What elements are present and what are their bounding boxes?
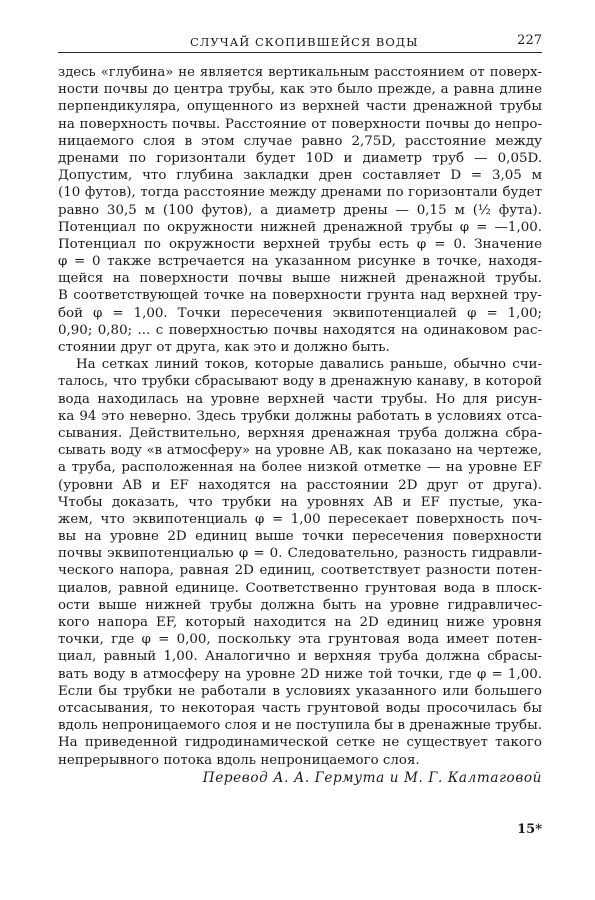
text-line: жем, что эквипотенциаль φ = 1,00 пересекает поверхность поч- <box>58 511 542 527</box>
text-line: циалов, равной единице. Соответственно грунтовая вода в плоск- <box>58 580 542 596</box>
text-line: (уровни AB и EF находятся на расстоянии 2D друг от друга). <box>58 477 542 493</box>
text-line: щейся на поверхности почвы выше нижней дренажной трубы. <box>58 271 542 287</box>
translator-credit: Перевод А. А. Гермута и М. Г. Калтаговой <box>202 770 542 786</box>
text-line: равно 30,5 м (100 футов), а диаметр дрены — 0,15 м (½ фута). <box>58 202 542 218</box>
text-line: Если бы трубки не работали в условиях указанного или большего <box>58 683 542 699</box>
signature-mark: 15* <box>517 822 542 837</box>
text-line: талось, что трубки сбрасывают воду в дренажную канаву, в которой <box>58 374 542 390</box>
text-line: ка 94 это неверно. Здесь трубки должны работать в условиях отса- <box>58 408 542 424</box>
text-line: Допустим, что глубина закладки дрен составляет D = 3,05 м <box>58 168 542 184</box>
text-line: отсасывания, то некоторая часть грунтовой воды просочилась бы <box>58 700 542 716</box>
text-line: непрерывного потока вдоль непроницаемого слоя. <box>58 752 420 768</box>
text-line: стоянии друг от друга, как это и должно быть. <box>58 340 390 355</box>
text-line: на поверхность почвы. Расстояние от поверхности почвы до непро- <box>58 116 542 132</box>
text-line: Потенциал по окружности верхней трубы есть φ = 0. Значение <box>58 236 542 252</box>
running-head <box>58 34 542 54</box>
text-line: Потенциал по окружности нижней дренажной трубы φ = —1,00. <box>58 219 542 235</box>
text-line: ницаемого слоя в этом случае равно 2,75D, расстояние между <box>58 133 542 149</box>
text-line: 0,90; 0,80; ... с поверхностью почвы находятся на одинаковом рас- <box>58 322 542 338</box>
text-line: ности почвы до центра трубы, как это было прежде, а равна длине <box>58 82 542 98</box>
text-line: циал, равный 1,00. Аналогично и верхняя труба должна сбрасы- <box>58 649 542 665</box>
text-line: вать воду в атмосферу на уровне 2D ниже той точки, где φ = 1,00. <box>58 666 542 682</box>
text-line: перпендикуляра, опущенного из верхней части дренажной трубы <box>58 99 542 115</box>
body-text <box>58 64 542 769</box>
text-line: а труба, расположенная на более низкой отметке — на уровне EF <box>58 460 542 476</box>
text-line: вы на уровне 2D единиц выше точки пересечения поверхности <box>58 529 542 545</box>
text-line: вдоль непроницаемого слоя и не поступила бы в дренажные трубы. <box>58 718 542 734</box>
page-number: 227 <box>517 33 542 48</box>
text-line: сывать воду «в атмосферу» на уровне AB, как показано на чертеже, <box>58 443 542 459</box>
text-line: кого напора EF, который находится на 2D единиц ниже уровня <box>58 615 542 630</box>
text-line: дренами по горизонтали будет 10D и диаметр труб — 0,05D. <box>58 150 542 166</box>
running-title: СЛУЧАЙ СКОПИВШЕЙСЯ ВОДЫ <box>190 35 419 49</box>
text-line: На сетках линий токов, которые давались раньше, обычно счи- <box>76 357 542 373</box>
paragraph-2 <box>58 356 542 769</box>
text-line: В соответствующей точке на поверхности грунта над верхней тру- <box>58 288 542 304</box>
text-line: точки, где φ = 0,00, поскольку эта грунтовая вода имеет потен- <box>58 632 542 648</box>
text-line: ости выше нижней трубы должна быть на уровне гидравличес- <box>58 597 542 613</box>
text-line: ческого напора, равная 2D единиц, соответствует разности потен- <box>58 563 542 579</box>
paragraph-1 <box>58 64 542 356</box>
header-rule <box>58 52 542 53</box>
text-line: вода находилась на уровне верхней части трубы. Но для рисун- <box>58 391 542 407</box>
text-line: (10 футов), тогда расстояние между дренами по горизонтали будет <box>58 185 542 201</box>
text-line: Чтобы доказать, что трубки на уровнях AB и EF пустые, ука- <box>58 494 542 510</box>
text-line: здесь «глубина» не является вертикальным расстоянием от поверх- <box>58 65 542 80</box>
text-line: почвы эквипотенциалью φ = 0. Следовательно, разность гидравли- <box>58 546 542 562</box>
text-line: На приведенной гидродинамической сетке не существует такого <box>58 735 542 751</box>
text-line: сывания. Действительно, верхняя дренажная труба должна сбра- <box>58 425 542 441</box>
text-line: бой φ = 1,00. Точки пересечения эквипотенциалей φ = 1,00; <box>58 305 542 321</box>
text-line: φ = 0 также встречается на указанном рисунке в точке, находя- <box>58 254 542 270</box>
